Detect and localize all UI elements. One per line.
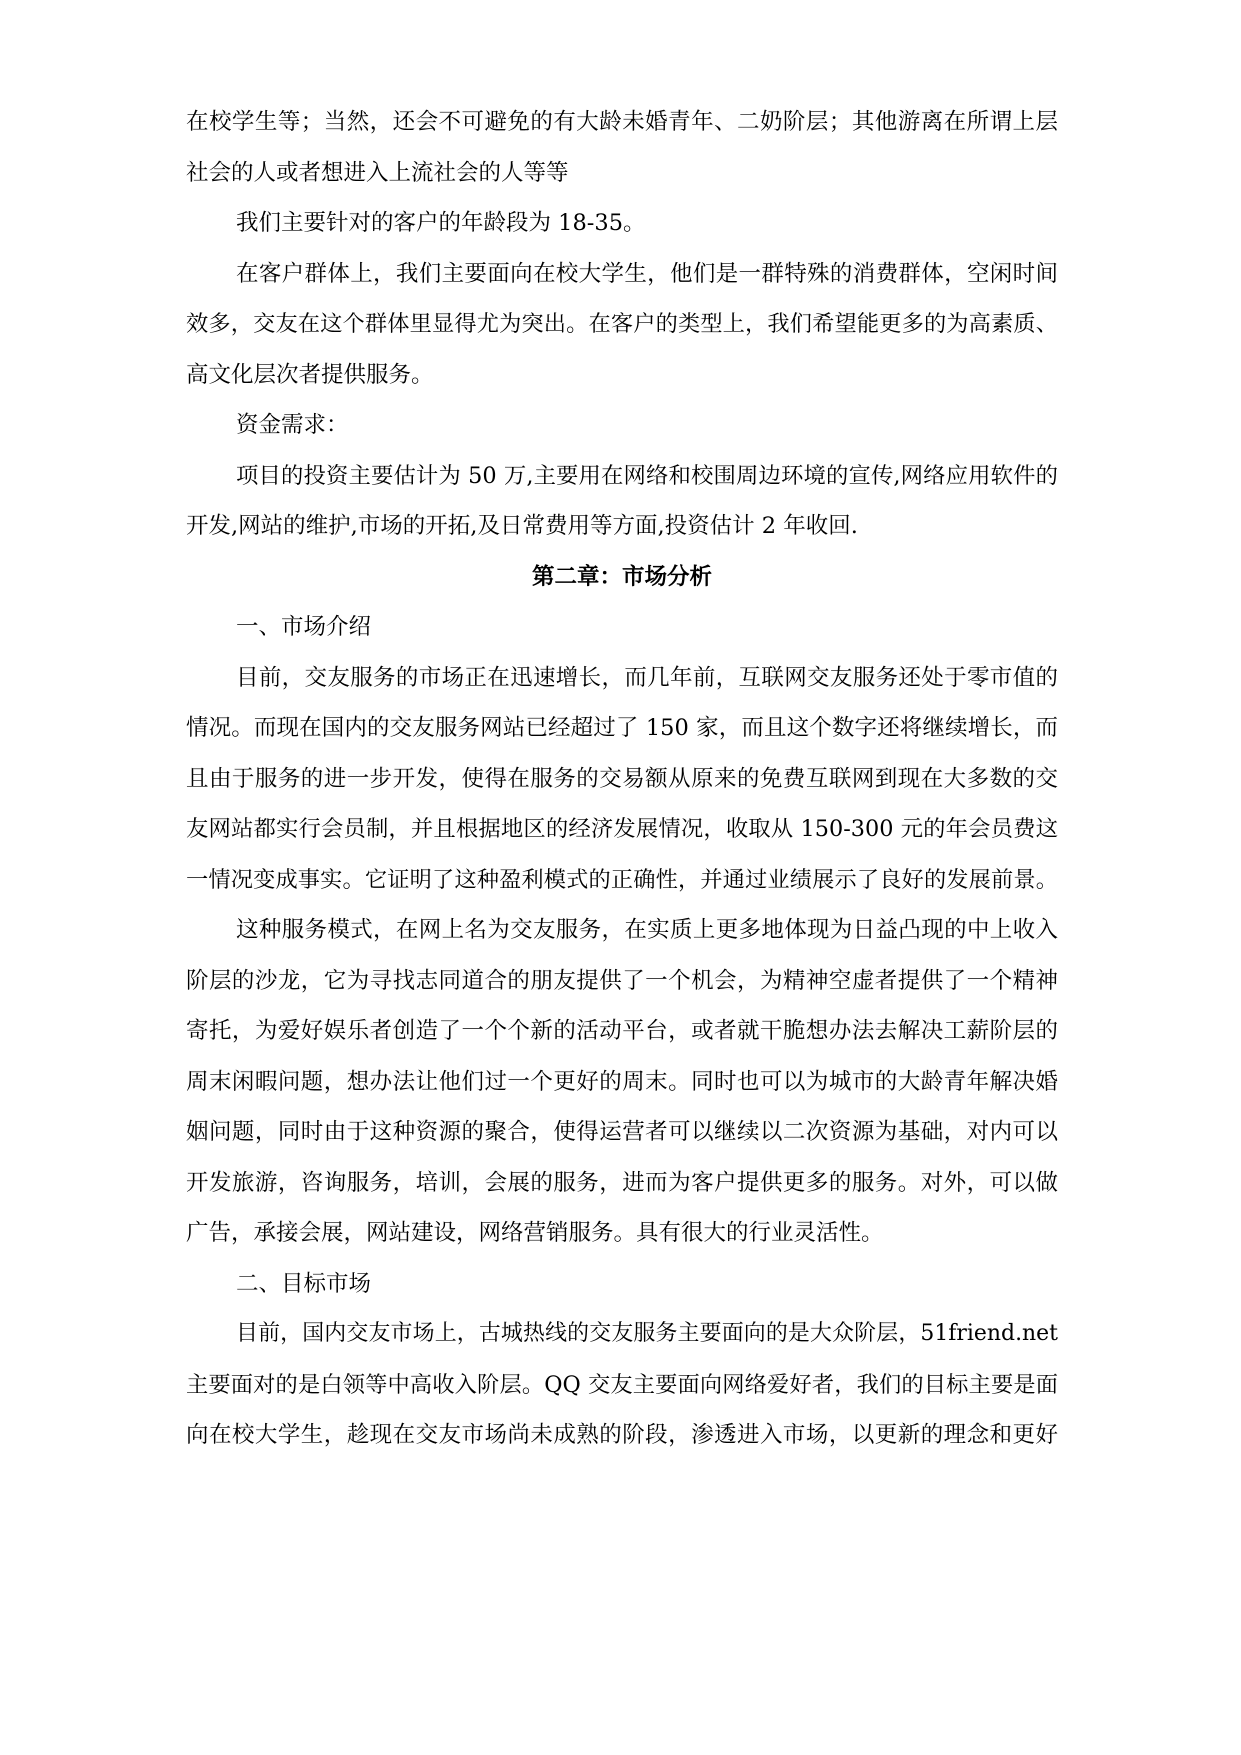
text-line: 阶层的沙龙，它为寻找志同道合的朋友提供了一个机会，为精神空虚者提供了一个精神 (186, 967, 1058, 994)
text-line: 项目的投资主要估计为 50 万,主要用在网络和校围周边环境的宣传,网络应用软件的 (236, 462, 1058, 489)
text-line: 姻问题，同时由于这种资源的聚合，使得运营者可以继续以二次资源为基础，对内可以 (186, 1119, 1058, 1145)
text-line: 开发,网站的维护,市场的开拓,及日常费用等方面,投资估计 2 年收回. (186, 513, 858, 539)
text-line: 广告，承接会展，网站建设，网络营销服务。具有很大的行业灵活性。 (186, 1220, 884, 1246)
text-line: 一情况变成事实。它证明了这种盈利模式的正确性，并通过业绩展示了良好的发展前景。 (186, 866, 1058, 893)
text-line: 开发旅游，咨询服务，培训，会展的服务，进而为客户提供更多的服务。对外，可以做 (186, 1169, 1058, 1196)
text-line: 效多，交友在这个群体里显得尤为突出。在客户的类型上，我们希望能更多的为高素质、 (186, 311, 1058, 337)
text-line: 目前，交友服务的市场正在迅速增长，而几年前，互联网交友服务还处于零市值的 (236, 664, 1058, 691)
text-line: 情况。而现在国内的交友服务网站已经超过了 150 家，而且这个数字还将继续增长，而 (186, 715, 1058, 741)
text-line: 在校学生等；当然，还会不可避免的有大龄未婚青年、二奶阶层；其他游离在所谓上层 (186, 109, 1058, 135)
document-body (186, 97, 1058, 1461)
text-line: 向在校大学生，趁现在交友市场尚未成熟的阶段，渗透进入市场，以更新的理念和更好 (186, 1422, 1058, 1448)
text-line: 社会的人或者想进入上流社会的人等等 (186, 159, 569, 186)
text-line: 这种服务模式，在网上名为交友服务，在实质上更多地体现为日益凸现的中上收入 (236, 917, 1058, 943)
text-line: 高文化层次者提供服务。 (186, 361, 434, 388)
text-line: 且由于服务的进一步开发，使得在服务的交易额从原来的免费互联网到现在大多数的交 (186, 765, 1058, 792)
text-line: 一、市场介绍 (236, 614, 372, 640)
text-line: 在客户群体上，我们主要面向在校大学生，他们是一群特殊的消费群体，空闲时间 (236, 260, 1058, 287)
chapter-heading: 第二章：市场分析 (531, 563, 712, 590)
text-line: 寄托，为爱好娱乐者创造了一个个新的活动平台，或者就干脆想办法去解决工薪阶层的 (186, 1018, 1058, 1044)
text-line: 主要面对的是白领等中高收入阶层。QQ 交友主要面向网络爱好者，我们的目标主要是面 (186, 1371, 1058, 1398)
text-line: 周末闲暇问题，想办法让他们过一个更好的周末。同时也可以为城市的大龄青年解决婚 (186, 1068, 1058, 1095)
text-line: 友网站都实行会员制，并且根据地区的经济发展情况，收取从 150-300 元的年会员费这 (186, 816, 1058, 842)
text-line: 目前，国内交友市场上，古城热线的交友服务主要面向的是大众阶层，51friend.net (236, 1321, 1058, 1346)
text-line: 资金需求： (236, 412, 349, 438)
text-line: 二、目标市场 (236, 1270, 372, 1297)
text-line: 我们主要针对的客户的年龄段为 18-35。 (236, 210, 646, 236)
